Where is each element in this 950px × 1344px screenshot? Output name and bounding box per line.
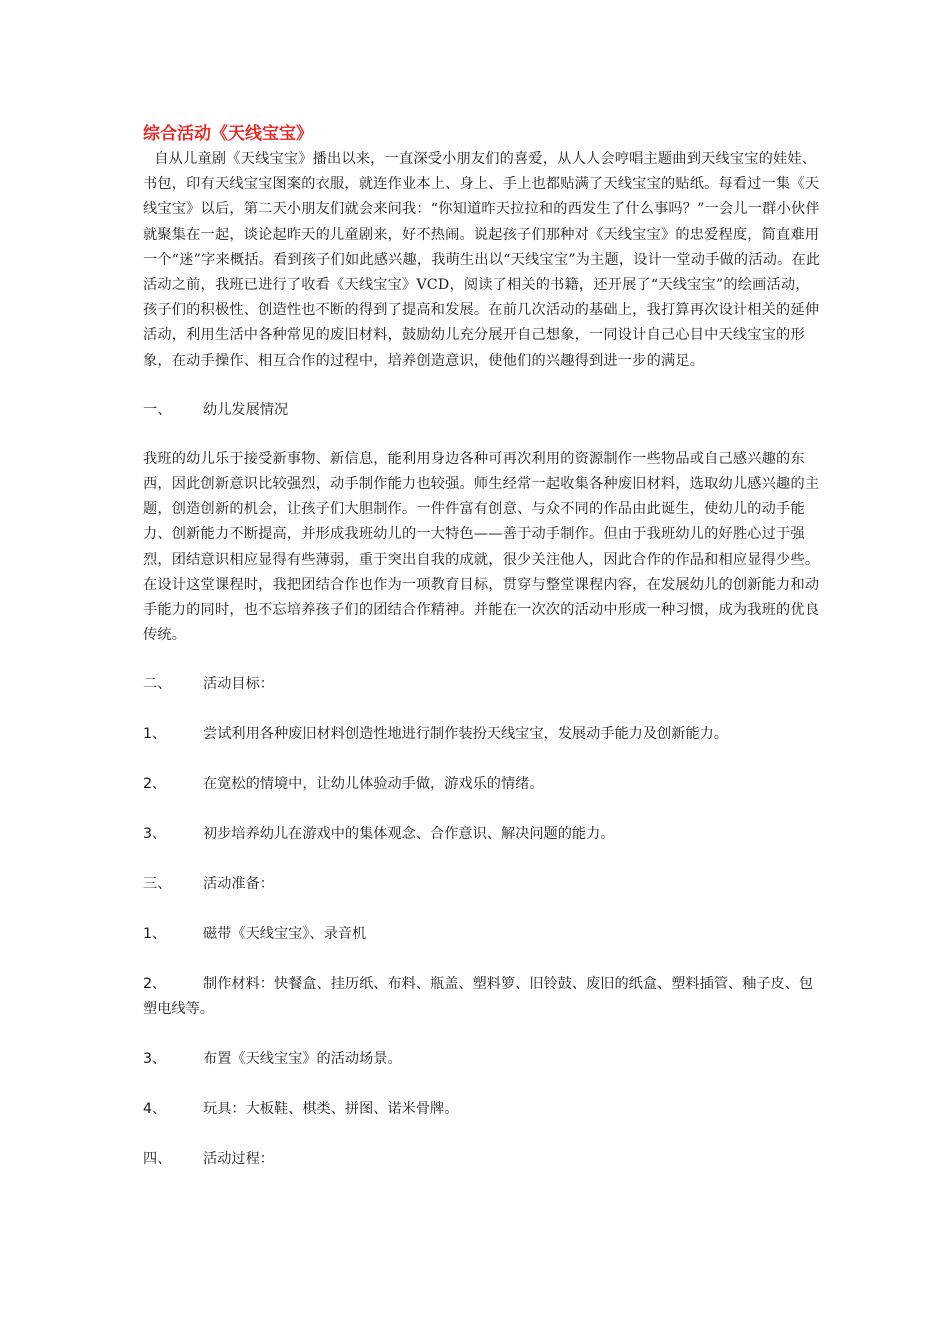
section-number: 一、 [143,401,172,418]
list-item [143,972,823,1022]
item-text: 玩具：大板鞋、棋类、拼图、诺米骨牌。 [203,1101,459,1118]
section-label: 活动准备： [203,876,274,893]
item-number: 1、 [143,926,167,943]
item-text: 制作材料：快餐盒、挂历纸、布料、瓶盖、塑料箩、旧铃鼓、废旧的纸盒、塑料插管、釉子皮、包塑电线等。 [143,976,814,1018]
document-title: 综合活动《天线宝宝》 [143,124,313,144]
item-text: 磁带《天线宝宝》、录音机 [203,926,367,943]
section-heading-1 [143,398,823,423]
item-text: 初步培养幼儿在游戏中的集体观念、合作意识、解决问题的能力。 [203,826,615,843]
item-number: 2、 [143,976,167,993]
document-page [143,122,823,1172]
section-label: 幼儿发展情况 [203,401,289,418]
item-text: 在宽松的情境中，让幼儿体验动手做，游戏乐的情绪。 [203,776,544,793]
list-item [143,822,823,847]
development-paragraph: 我班的幼儿乐于接受新事物、新信息，能利用身边各种可再次利用的资源制作一些物品或自己感兴趣的东西，因此创新意识比较强烈，动手制作能力也较强。师生经常一起收集各种废旧材料，选取幼儿感兴趣的主题，创造创新的机会，让孩子们大胆制作。一件件富有创意、与众不同的作品由此诞生，使幼儿的动手能力、创新能力不断提高，并形成我班幼儿的一大特色——善于动手制作。但由于我班幼儿的好胜心过于强烈，团结意识相应显得有些薄弱，重于突出自我的成就，很少关注他人，因此合作的作品和相应显得少些。在设计这堂课程时，我把团结合作也作为一项教育目标，贯穿与整堂课程内容，在发展幼儿的创新能力和动手能力的同时，也不忘培养孩子们的团结合作精神。并能在一次次的活动中形成一种习惯，成为我班的优良传统。 [143,450,820,644]
list-item [143,722,823,747]
list-item [143,1047,823,1072]
item-number: 4、 [143,1101,167,1118]
item-number: 3、 [143,1051,167,1068]
section-heading-2 [143,672,823,697]
section-heading-3 [143,872,823,897]
section-heading-4 [143,1147,823,1172]
list-item [143,922,823,947]
item-text: 布置《天线宝宝》的活动场景。 [203,1051,402,1068]
item-number: 1、 [143,726,167,743]
intro-paragraph: 自从儿童剧《天线宝宝》播出以来，一直深受小朋友们的喜爱，从人人会哼唱主题曲到天线宝宝的娃娃、书包，印有天线宝宝图案的衣服，就连作业本上、身上、手上也都贴满了天线宝宝的贴纸。每看过一集《天线宝宝》以后，第二天小朋友们就会来问我：“你知道昨天拉拉和的西发生了什么事吗？”一会儿一群小伙伴就聚集在一起，谈论起昨天的儿童剧来，好不热闹。说起孩子们那种对《天线宝宝》的忠爱程度，简直难用一个“迷”字来概括。看到孩子们如此感兴趣，我萌生出以“天线宝宝”为主题，设计一堂动手做的活动。在此活动之前，我班已进行了收看《天线宝宝》VCD，阅读了相关的书籍，还开展了“天线宝宝”的绘画活动，孩子们的积极性、创造性也不断的得到了提高和发展。在前几次活动的基础上，我打算再次设计相关的延伸活动，利用生活中各种常见的废旧材料，鼓励幼儿充分展开自己想象，一同设计自己心目中天线宝宝的形象，在动手操作、相互合作的过程中，培养创造意识，使他们的兴趣得到进一步的满足。 [143,151,821,369]
section-number: 二、 [143,676,172,693]
item-text: 尝试利用各种废旧材料创造性地进行制作装扮天线宝宝，发展动手能力及创新能力。 [203,726,728,743]
section-label: 活动目标： [203,676,274,693]
section-label: 活动过程： [203,1151,274,1168]
item-number: 3、 [143,826,167,843]
section-number: 三、 [143,876,172,893]
list-item [143,772,823,797]
list-item [143,1097,823,1122]
section-number: 四、 [143,1151,172,1168]
item-number: 2、 [143,776,167,793]
